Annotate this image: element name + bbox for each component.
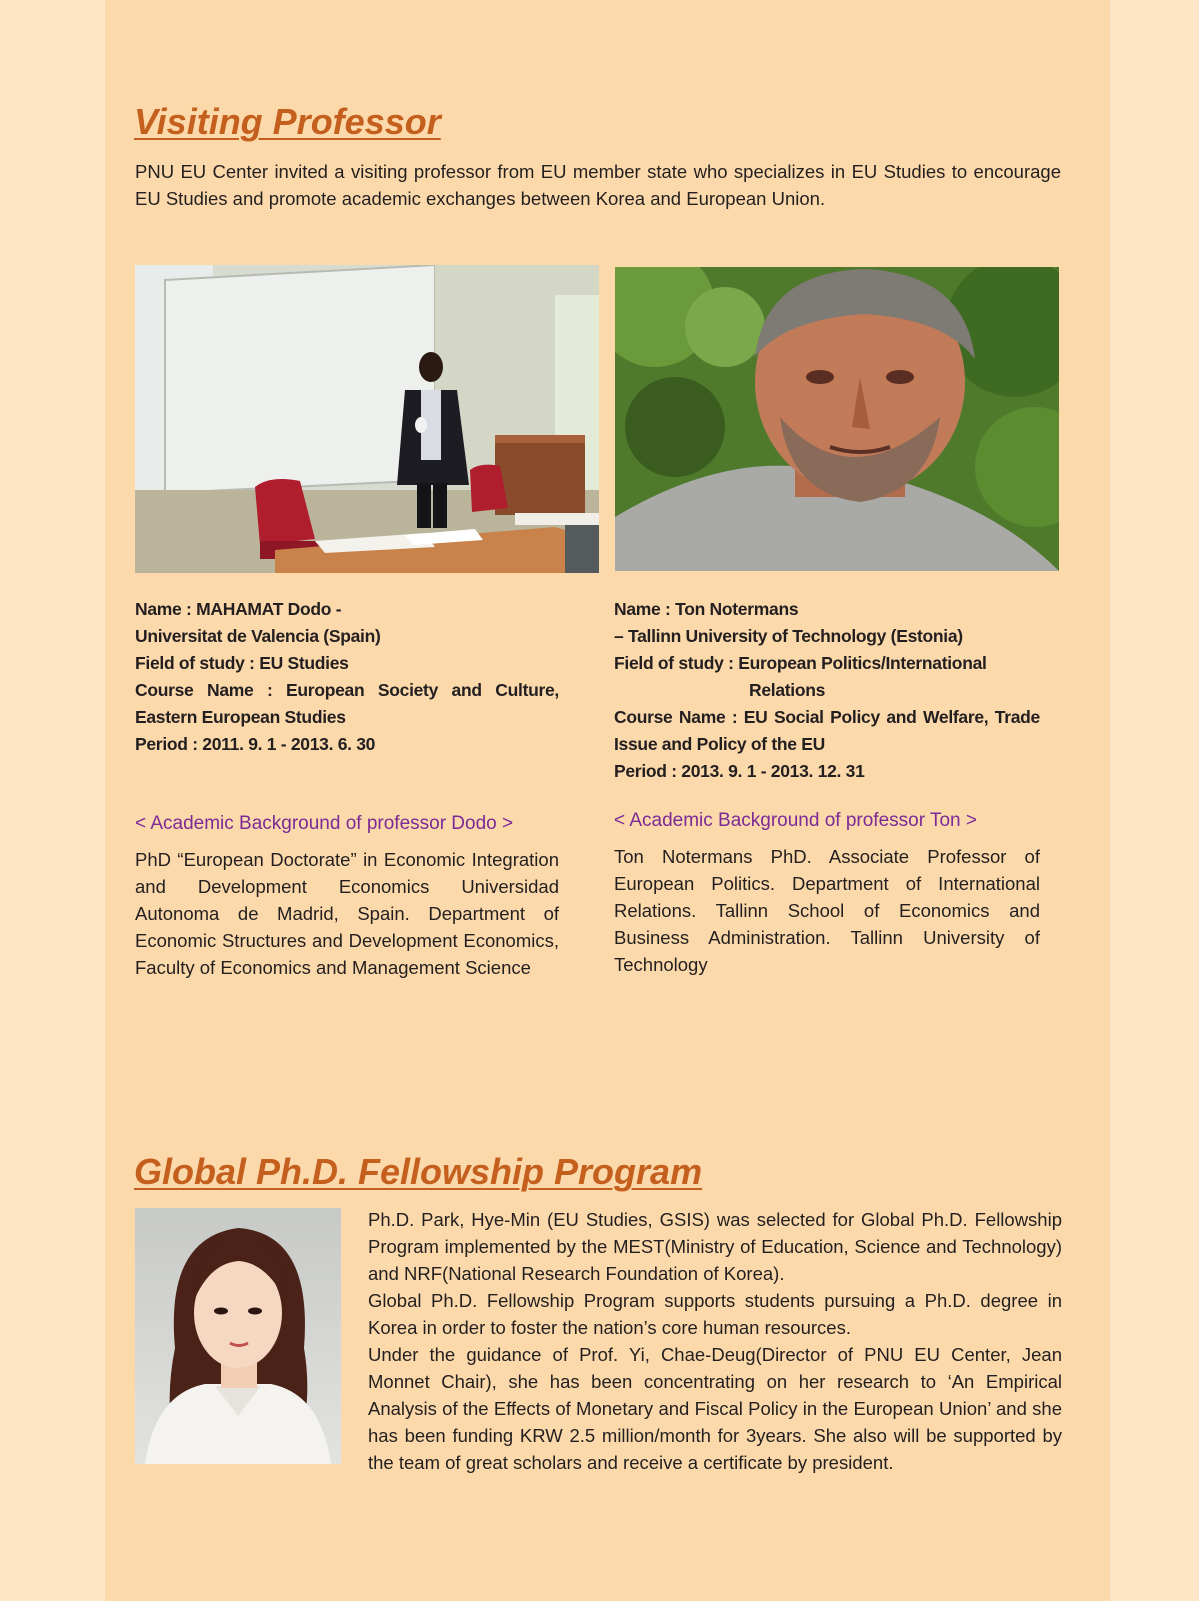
fellowship-paragraph-2: Global Ph.D. Fellowship Program supports students pursuing a Ph.D. degree in Korea in order to foster the nation’s core human resources.: [368, 1290, 1062, 1338]
info-university: – Tallinn University of Technology (Estonia): [614, 626, 963, 646]
page: [105, 0, 1110, 1601]
info-field-continued: Relations: [749, 680, 826, 700]
professor-ton-background-text: Ton Notermans PhD. Associate Professor of European Politics. Department of International Relations. Tallinn School of Economics and Business Administration. Tallinn University of Technology: [614, 846, 1040, 975]
visiting-professor-intro: PNU EU Center invited a visiting professor from EU member state who specializes in EU Studies to encourage EU Studies and promote academic exchanges between Korea and European Union.: [135, 161, 1061, 209]
info-period: Period : 2013. 9. 1 - 2013. 12. 31: [614, 761, 865, 781]
fellowship-paragraph-3: Under the guidance of Prof. Yi, Chae-Deug(Director of PNU EU Center, Jean Monnet Chair), she has been concentrating on her research to ‘An Empirical Analysis of the Effects of Monetary and Fiscal Policy in the European Union’ and she has been funding KRW 2.5 million/month for 3years. She also will be supported by the team of great scholars and receive a certificate by president.: [368, 1344, 1062, 1473]
info-field: Field of study : European Politics/International: [614, 653, 987, 673]
professor-dodo-photo: [135, 265, 599, 573]
professor-ton-photo: [615, 267, 1059, 571]
professor-dodo-background-text: PhD “European Doctorate” in Economic Integration and Development Economics Universidad Autonoma de Madrid, Spain. Department of Economic Structures and Development Economics, Faculty of Economics and Management Science: [135, 849, 559, 978]
professor-ton-info: [614, 596, 1040, 785]
info-field: Field of study : EU Studies: [135, 653, 349, 673]
fellowship-paragraph-1: Ph.D. Park, Hye-Min (EU Studies, GSIS) was selected for Global Ph.D. Fellowship Program implemented by the MEST(Ministry of Education, Science and Technology) and NRF(National Research Foundation of Korea).: [368, 1209, 1062, 1284]
fellowship-heading: Global Ph.D. Fellowship Program: [134, 1151, 703, 1192]
professor-dodo-info: [135, 596, 559, 758]
professor-dodo-background-heading: < Academic Background of professor Dodo >: [135, 813, 514, 834]
info-university: Universitat de Valencia (Spain): [135, 626, 381, 646]
info-period: Period : 2011. 9. 1 - 2013. 6. 30: [135, 734, 376, 754]
visiting-professor-heading: Visiting Professor: [134, 101, 441, 142]
fellowship-student-photo: [135, 1208, 341, 1464]
info-name: Name : Ton Notermans: [614, 599, 799, 619]
fellowship-text: [368, 1206, 1062, 1476]
info-course: Course Name : EU Social Policy and Welfare, Trade Issue and Policy of the EU: [614, 707, 1040, 754]
info-course: Course Name : European Society and Culture, Eastern European Studies: [135, 680, 559, 727]
professor-ton-background-heading: < Academic Background of professor Ton >: [614, 810, 977, 831]
info-name: Name : MAHAMAT Dodo -: [135, 599, 342, 619]
